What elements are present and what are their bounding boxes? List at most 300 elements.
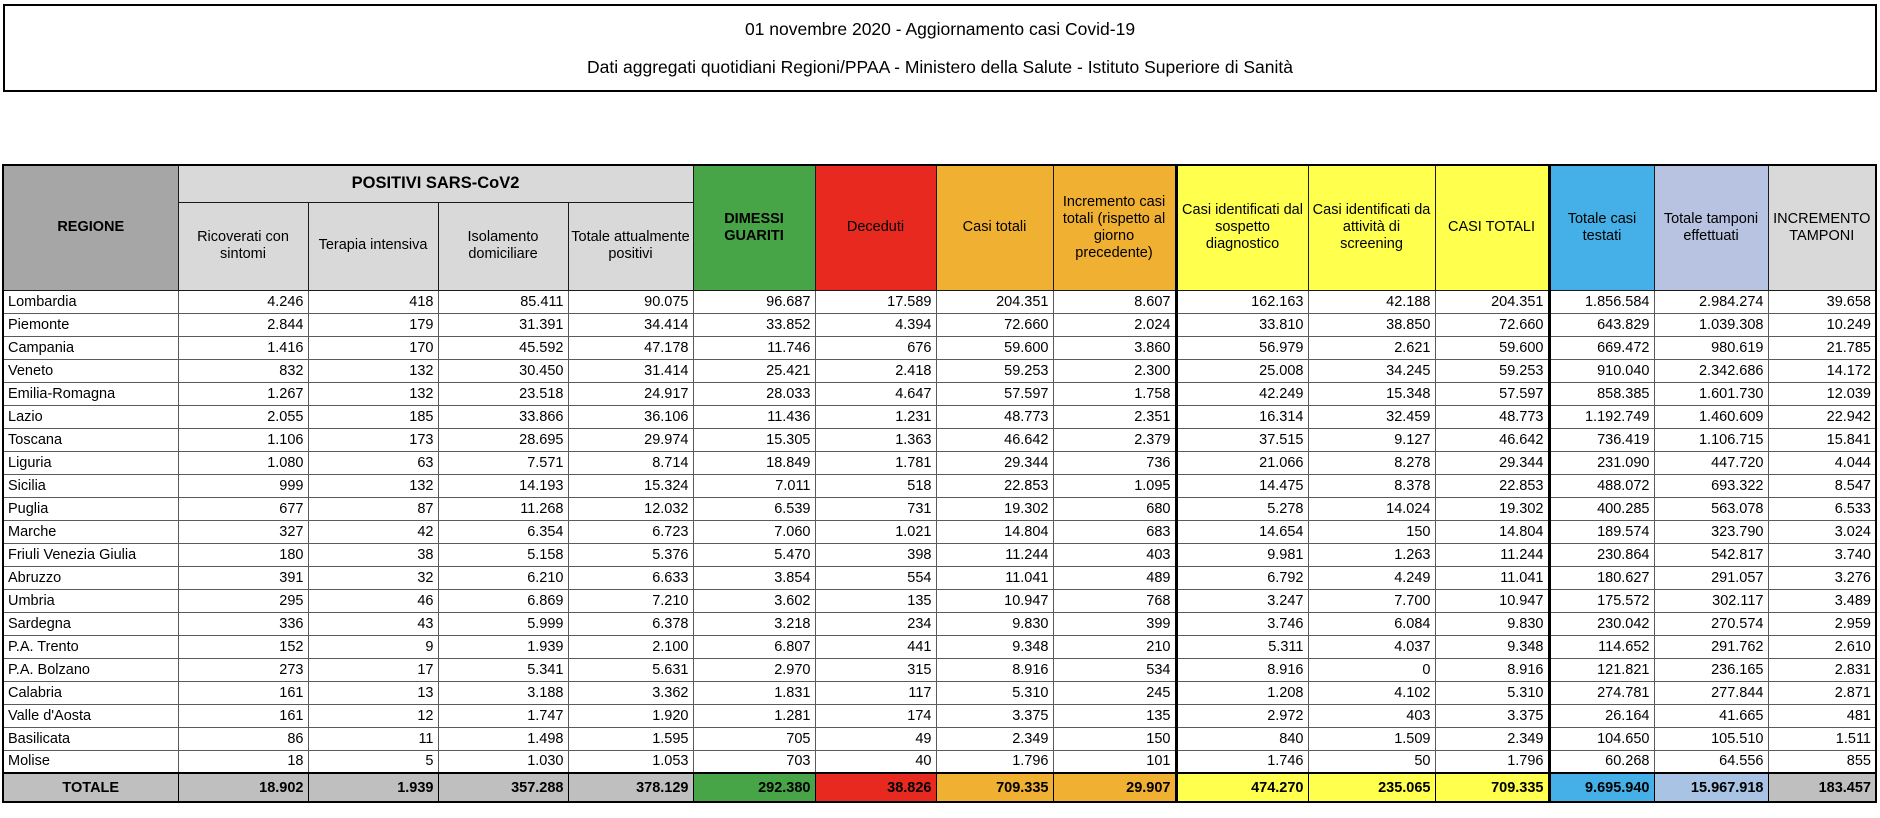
cell-terapia_intensiva: 173 [308, 428, 438, 451]
cell-dimessi_guariti: 5.470 [693, 543, 815, 566]
cell-casi_sospetto_diagnostico: 474.270 [1176, 773, 1308, 802]
cell-casi_sospetto_diagnostico: 5.278 [1176, 497, 1308, 520]
cell-totale_tamponi_effettuati: 270.574 [1654, 612, 1768, 635]
cell-isolamento_domiciliare: 1.498 [438, 727, 568, 750]
cell-casi_screening: 15.348 [1308, 382, 1435, 405]
cell-totale_attualmente_positivi: 6.378 [568, 612, 693, 635]
cell-deceduti: 40 [815, 750, 936, 773]
cell-casi_screening: 38.850 [1308, 313, 1435, 336]
cell-totale_casi_testati: 910.040 [1549, 359, 1654, 382]
cell-incremento_tamponi: 15.841 [1768, 428, 1876, 451]
col-header-isolamento: Isolamento domiciliare [438, 202, 568, 290]
table-row [3, 428, 1876, 451]
cell-incremento_casi_totali: 101 [1053, 750, 1176, 773]
cell-totale_attualmente_positivi: 1.053 [568, 750, 693, 773]
cell-incremento_tamponi: 6.533 [1768, 497, 1876, 520]
cell-dimessi_guariti: 703 [693, 750, 815, 773]
cell-incremento_casi_totali: 150 [1053, 727, 1176, 750]
cell-deceduti: 554 [815, 566, 936, 589]
cell-totale_tamponi_effettuati: 41.665 [1654, 704, 1768, 727]
cell-totale_tamponi_effettuati: 693.322 [1654, 474, 1768, 497]
cell-ricoverati_con_sintomi: 832 [178, 359, 308, 382]
cell-totale_casi_testati: 643.829 [1549, 313, 1654, 336]
cell-casi_totali: 59.253 [936, 359, 1053, 382]
cell-isolamento_domiciliare: 23.518 [438, 382, 568, 405]
cell-totale_tamponi_effettuati: 1.460.609 [1654, 405, 1768, 428]
cell-totale_tamponi_effettuati: 236.165 [1654, 658, 1768, 681]
cell-ricoverati_con_sintomi: 1.106 [178, 428, 308, 451]
cell-ricoverati_con_sintomi: 391 [178, 566, 308, 589]
cell-casi_screening: 4.037 [1308, 635, 1435, 658]
cell-casi_totali_2: 3.375 [1435, 704, 1549, 727]
cell-totale_tamponi_effettuati: 1.106.715 [1654, 428, 1768, 451]
cell-ricoverati_con_sintomi: 18.902 [178, 773, 308, 802]
cell-casi_sospetto_diagnostico: 2.972 [1176, 704, 1308, 727]
cell-casi_totali_2: 2.349 [1435, 727, 1549, 750]
cell-totale_attualmente_positivi: 6.633 [568, 566, 693, 589]
cell-casi_totali_2: 11.041 [1435, 566, 1549, 589]
cell-dimessi_guariti: 7.060 [693, 520, 815, 543]
table-row [3, 589, 1876, 612]
cell-totale_attualmente_positivi: 47.178 [568, 336, 693, 359]
cell-isolamento_domiciliare: 5.999 [438, 612, 568, 635]
cell-casi_screening: 4.102 [1308, 681, 1435, 704]
cell-deceduti: 1.231 [815, 405, 936, 428]
table-row [3, 658, 1876, 681]
cell-casi_totali_2: 72.660 [1435, 313, 1549, 336]
cell-casi_totali: 2.349 [936, 727, 1053, 750]
cell-casi_totali: 1.796 [936, 750, 1053, 773]
cell-casi_screening: 14.024 [1308, 497, 1435, 520]
cell-terapia_intensiva: 179 [308, 313, 438, 336]
cell-casi_screening: 50 [1308, 750, 1435, 773]
cell-casi_totali_2: 46.642 [1435, 428, 1549, 451]
cell-terapia_intensiva: 38 [308, 543, 438, 566]
cell-totale_tamponi_effettuati: 302.117 [1654, 589, 1768, 612]
cell-ricoverati_con_sintomi: 4.246 [178, 290, 308, 313]
col-header-incremento-tamponi: INCREMENTO TAMPONI [1768, 165, 1876, 290]
cell-incremento_tamponi: 14.172 [1768, 359, 1876, 382]
cell-totale_attualmente_positivi: 6.723 [568, 520, 693, 543]
table-row [3, 543, 1876, 566]
cell-casi_screening: 8.278 [1308, 451, 1435, 474]
cell-terapia_intensiva: 46 [308, 589, 438, 612]
cell-deceduti: 518 [815, 474, 936, 497]
cell-totale_casi_testati: 858.385 [1549, 382, 1654, 405]
cell-ricoverati_con_sintomi: 18 [178, 750, 308, 773]
cell-casi_sospetto_diagnostico: 8.916 [1176, 658, 1308, 681]
cell-totale_attualmente_positivi: 24.917 [568, 382, 693, 405]
cell-totale_casi_testati: 104.650 [1549, 727, 1654, 750]
table-row [3, 704, 1876, 727]
covid-table-wrapper [2, 164, 1880, 803]
cell-totale_tamponi_effettuati: 447.720 [1654, 451, 1768, 474]
cell-regione: Calabria [3, 681, 178, 704]
cell-isolamento_domiciliare: 28.695 [438, 428, 568, 451]
cell-terapia_intensiva: 5 [308, 750, 438, 773]
cell-deceduti: 2.418 [815, 359, 936, 382]
cell-casi_totali_2: 1.796 [1435, 750, 1549, 773]
cell-casi_sospetto_diagnostico: 25.008 [1176, 359, 1308, 382]
cell-casi_totali_2: 29.344 [1435, 451, 1549, 474]
cell-totale_casi_testati: 400.285 [1549, 497, 1654, 520]
cell-casi_totali: 5.310 [936, 681, 1053, 704]
cell-terapia_intensiva: 11 [308, 727, 438, 750]
cell-casi_sospetto_diagnostico: 5.311 [1176, 635, 1308, 658]
cell-dimessi_guariti: 11.746 [693, 336, 815, 359]
cell-regione: Emilia-Romagna [3, 382, 178, 405]
cell-casi_totali_2: 9.348 [1435, 635, 1549, 658]
cell-incremento_casi_totali: 1.095 [1053, 474, 1176, 497]
cell-incremento_casi_totali: 2.379 [1053, 428, 1176, 451]
cell-isolamento_domiciliare: 1.030 [438, 750, 568, 773]
cell-incremento_casi_totali: 2.024 [1053, 313, 1176, 336]
cell-terapia_intensiva: 42 [308, 520, 438, 543]
cell-incremento_tamponi: 39.658 [1768, 290, 1876, 313]
cell-isolamento_domiciliare: 85.411 [438, 290, 568, 313]
cell-ricoverati_con_sintomi: 161 [178, 704, 308, 727]
cell-isolamento_domiciliare: 31.391 [438, 313, 568, 336]
cell-casi_screening: 150 [1308, 520, 1435, 543]
cell-casi_totali_2: 8.916 [1435, 658, 1549, 681]
cell-dimessi_guariti: 3.602 [693, 589, 815, 612]
cell-incremento_casi_totali: 489 [1053, 566, 1176, 589]
covid-regions-table [2, 164, 1877, 803]
cell-ricoverati_con_sintomi: 2.055 [178, 405, 308, 428]
cell-totale_tamponi_effettuati: 291.057 [1654, 566, 1768, 589]
cell-deceduti: 441 [815, 635, 936, 658]
cell-ricoverati_con_sintomi: 295 [178, 589, 308, 612]
cell-deceduti: 4.394 [815, 313, 936, 336]
table-row [3, 681, 1876, 704]
cell-casi_sospetto_diagnostico: 162.163 [1176, 290, 1308, 313]
cell-incremento_casi_totali: 3.860 [1053, 336, 1176, 359]
cell-regione: Campania [3, 336, 178, 359]
cell-casi_totali: 11.041 [936, 566, 1053, 589]
cell-isolamento_domiciliare: 33.866 [438, 405, 568, 428]
cell-totale_attualmente_positivi: 36.106 [568, 405, 693, 428]
cell-regione: TOTALE [3, 773, 178, 802]
cell-ricoverati_con_sintomi: 327 [178, 520, 308, 543]
cell-dimessi_guariti: 11.436 [693, 405, 815, 428]
cell-totale_casi_testati: 121.821 [1549, 658, 1654, 681]
cell-regione: Lazio [3, 405, 178, 428]
cell-deceduti: 676 [815, 336, 936, 359]
cell-casi_totali: 3.375 [936, 704, 1053, 727]
cell-dimessi_guariti: 33.852 [693, 313, 815, 336]
cell-casi_totali_2: 14.804 [1435, 520, 1549, 543]
cell-totale_casi_testati: 189.574 [1549, 520, 1654, 543]
cell-totale_tamponi_effettuati: 323.790 [1654, 520, 1768, 543]
cell-totale_tamponi_effettuati: 2.342.686 [1654, 359, 1768, 382]
table-row [3, 290, 1876, 313]
cell-deceduti: 731 [815, 497, 936, 520]
cell-terapia_intensiva: 132 [308, 382, 438, 405]
cell-deceduti: 117 [815, 681, 936, 704]
cell-casi_sospetto_diagnostico: 3.247 [1176, 589, 1308, 612]
cell-totale_tamponi_effettuati: 277.844 [1654, 681, 1768, 704]
cell-incremento_casi_totali: 245 [1053, 681, 1176, 704]
cell-deceduti: 1.363 [815, 428, 936, 451]
cell-casi_sospetto_diagnostico: 21.066 [1176, 451, 1308, 474]
cell-incremento_tamponi: 183.457 [1768, 773, 1876, 802]
cell-casi_screening: 0 [1308, 658, 1435, 681]
cell-incremento_casi_totali: 8.607 [1053, 290, 1176, 313]
col-header-casi-sospetto: Casi identificati dal sospetto diagnostico [1176, 165, 1308, 290]
cell-casi_totali_2: 11.244 [1435, 543, 1549, 566]
cell-casi_totali: 72.660 [936, 313, 1053, 336]
cell-casi_sospetto_diagnostico: 3.746 [1176, 612, 1308, 635]
cell-incremento_casi_totali: 680 [1053, 497, 1176, 520]
cell-casi_totali: 29.344 [936, 451, 1053, 474]
cell-terapia_intensiva: 9 [308, 635, 438, 658]
cell-casi_screening: 4.249 [1308, 566, 1435, 589]
table-row [3, 497, 1876, 520]
cell-incremento_tamponi: 1.511 [1768, 727, 1876, 750]
cell-casi_totali: 10.947 [936, 589, 1053, 612]
table-row [3, 727, 1876, 750]
table-row [3, 382, 1876, 405]
cell-incremento_tamponi: 8.547 [1768, 474, 1876, 497]
cell-casi_screening: 403 [1308, 704, 1435, 727]
cell-regione: Liguria [3, 451, 178, 474]
cell-isolamento_domiciliare: 7.571 [438, 451, 568, 474]
cell-deceduti: 315 [815, 658, 936, 681]
cell-casi_sospetto_diagnostico: 14.654 [1176, 520, 1308, 543]
table-row [3, 313, 1876, 336]
cell-casi_sospetto_diagnostico: 33.810 [1176, 313, 1308, 336]
table-row [3, 566, 1876, 589]
cell-casi_screening: 6.084 [1308, 612, 1435, 635]
cell-totale_attualmente_positivi: 90.075 [568, 290, 693, 313]
cell-casi_screening: 9.127 [1308, 428, 1435, 451]
cell-terapia_intensiva: 32 [308, 566, 438, 589]
cell-casi_sospetto_diagnostico: 840 [1176, 727, 1308, 750]
cell-deceduti: 398 [815, 543, 936, 566]
cell-casi_screening: 2.621 [1308, 336, 1435, 359]
cell-totale_casi_testati: 230.042 [1549, 612, 1654, 635]
cell-terapia_intensiva: 87 [308, 497, 438, 520]
table-row [3, 612, 1876, 635]
cell-casi_totali_2: 22.853 [1435, 474, 1549, 497]
cell-totale_attualmente_positivi: 12.032 [568, 497, 693, 520]
report-title-box [3, 4, 1877, 92]
cell-totale_tamponi_effettuati: 64.556 [1654, 750, 1768, 773]
cell-totale_attualmente_positivi: 7.210 [568, 589, 693, 612]
cell-totale_attualmente_positivi: 5.631 [568, 658, 693, 681]
cell-casi_sospetto_diagnostico: 9.981 [1176, 543, 1308, 566]
cell-totale_casi_testati: 488.072 [1549, 474, 1654, 497]
col-header-ricoverati: Ricoverati con sintomi [178, 202, 308, 290]
cell-incremento_casi_totali: 2.300 [1053, 359, 1176, 382]
cell-totale_tamponi_effettuati: 2.984.274 [1654, 290, 1768, 313]
cell-incremento_tamponi: 4.044 [1768, 451, 1876, 474]
cell-terapia_intensiva: 13 [308, 681, 438, 704]
col-header-terapia-intensiva: Terapia intensiva [308, 202, 438, 290]
cell-incremento_tamponi: 2.610 [1768, 635, 1876, 658]
cell-deceduti: 49 [815, 727, 936, 750]
cell-casi_totali: 709.335 [936, 773, 1053, 802]
cell-incremento_tamponi: 3.024 [1768, 520, 1876, 543]
cell-casi_screening: 1.509 [1308, 727, 1435, 750]
cell-totale_casi_testati: 114.652 [1549, 635, 1654, 658]
table-row [3, 359, 1876, 382]
cell-casi_totali: 11.244 [936, 543, 1053, 566]
cell-casi_totali_2: 48.773 [1435, 405, 1549, 428]
report-title-line2: Dati aggregati quotidiani Regioni/PPAA - Ministero della Salute - Istituto Superiore di Sanità [587, 56, 1293, 77]
cell-casi_sospetto_diagnostico: 1.746 [1176, 750, 1308, 773]
table-body [3, 290, 1876, 773]
cell-incremento_casi_totali: 29.907 [1053, 773, 1176, 802]
cell-casi_totali: 14.804 [936, 520, 1053, 543]
table-row [3, 520, 1876, 543]
cell-deceduti: 1.781 [815, 451, 936, 474]
cell-totale_attualmente_positivi: 5.376 [568, 543, 693, 566]
cell-dimessi_guariti: 15.305 [693, 428, 815, 451]
cell-regione: Sicilia [3, 474, 178, 497]
cell-casi_sospetto_diagnostico: 37.515 [1176, 428, 1308, 451]
table-row [3, 474, 1876, 497]
cell-terapia_intensiva: 132 [308, 474, 438, 497]
cell-isolamento_domiciliare: 6.210 [438, 566, 568, 589]
total-row [3, 773, 1876, 802]
cell-ricoverati_con_sintomi: 1.267 [178, 382, 308, 405]
col-header-deceduti: Deceduti [815, 165, 936, 290]
cell-deceduti: 234 [815, 612, 936, 635]
cell-dimessi_guariti: 1.281 [693, 704, 815, 727]
cell-totale_casi_testati: 60.268 [1549, 750, 1654, 773]
cell-regione: P.A. Trento [3, 635, 178, 658]
cell-casi_totali: 9.348 [936, 635, 1053, 658]
col-header-totale-positivi: Totale attualmente positivi [568, 202, 693, 290]
cell-casi_totali_2: 9.830 [1435, 612, 1549, 635]
cell-terapia_intensiva: 63 [308, 451, 438, 474]
cell-dimessi_guariti: 96.687 [693, 290, 815, 313]
cell-incremento_tamponi: 3.489 [1768, 589, 1876, 612]
cell-totale_tamponi_effettuati: 980.619 [1654, 336, 1768, 359]
cell-casi_screening: 34.245 [1308, 359, 1435, 382]
cell-dimessi_guariti: 6.539 [693, 497, 815, 520]
cell-regione: Basilicata [3, 727, 178, 750]
cell-casi_screening: 1.263 [1308, 543, 1435, 566]
cell-deceduti: 1.021 [815, 520, 936, 543]
cell-terapia_intensiva: 418 [308, 290, 438, 313]
cell-dimessi_guariti: 292.380 [693, 773, 815, 802]
cell-isolamento_domiciliare: 5.341 [438, 658, 568, 681]
cell-isolamento_domiciliare: 5.158 [438, 543, 568, 566]
col-header-casi-totali-2: CASI TOTALI [1435, 165, 1549, 290]
col-header-casi-totali: Casi totali [936, 165, 1053, 290]
cell-isolamento_domiciliare: 1.747 [438, 704, 568, 727]
cell-incremento_tamponi: 21.785 [1768, 336, 1876, 359]
cell-ricoverati_con_sintomi: 2.844 [178, 313, 308, 336]
cell-dimessi_guariti: 705 [693, 727, 815, 750]
cell-casi_totali: 22.853 [936, 474, 1053, 497]
cell-casi_screening: 42.188 [1308, 290, 1435, 313]
cell-terapia_intensiva: 185 [308, 405, 438, 428]
cell-totale_tamponi_effettuati: 1.601.730 [1654, 382, 1768, 405]
cell-incremento_tamponi: 2.959 [1768, 612, 1876, 635]
cell-casi_screening: 8.378 [1308, 474, 1435, 497]
cell-casi_totali_2: 19.302 [1435, 497, 1549, 520]
cell-ricoverati_con_sintomi: 161 [178, 681, 308, 704]
cell-regione: Toscana [3, 428, 178, 451]
cell-incremento_casi_totali: 399 [1053, 612, 1176, 635]
cell-regione: Friuli Venezia Giulia [3, 543, 178, 566]
cell-totale_casi_testati: 9.695.940 [1549, 773, 1654, 802]
cell-casi_screening: 235.065 [1308, 773, 1435, 802]
cell-totale_casi_testati: 669.472 [1549, 336, 1654, 359]
cell-incremento_tamponi: 3.276 [1768, 566, 1876, 589]
cell-isolamento_domiciliare: 30.450 [438, 359, 568, 382]
cell-incremento_casi_totali: 736 [1053, 451, 1176, 474]
cell-ricoverati_con_sintomi: 86 [178, 727, 308, 750]
cell-ricoverati_con_sintomi: 999 [178, 474, 308, 497]
cell-dimessi_guariti: 28.033 [693, 382, 815, 405]
cell-totale_tamponi_effettuati: 563.078 [1654, 497, 1768, 520]
cell-totale_attualmente_positivi: 1.920 [568, 704, 693, 727]
cell-terapia_intensiva: 1.939 [308, 773, 438, 802]
cell-totale_attualmente_positivi: 2.100 [568, 635, 693, 658]
cell-totale_attualmente_positivi: 15.324 [568, 474, 693, 497]
cell-casi_totali: 9.830 [936, 612, 1053, 635]
cell-ricoverati_con_sintomi: 180 [178, 543, 308, 566]
cell-isolamento_domiciliare: 6.354 [438, 520, 568, 543]
cell-dimessi_guariti: 6.807 [693, 635, 815, 658]
cell-totale_casi_testati: 736.419 [1549, 428, 1654, 451]
cell-deceduti: 38.826 [815, 773, 936, 802]
cell-dimessi_guariti: 2.970 [693, 658, 815, 681]
cell-incremento_casi_totali: 1.758 [1053, 382, 1176, 405]
cell-incremento_casi_totali: 210 [1053, 635, 1176, 658]
cell-terapia_intensiva: 17 [308, 658, 438, 681]
cell-casi_totali: 204.351 [936, 290, 1053, 313]
cell-totale_tamponi_effettuati: 105.510 [1654, 727, 1768, 750]
cell-regione: Lombardia [3, 290, 178, 313]
cell-incremento_casi_totali: 135 [1053, 704, 1176, 727]
table-row [3, 336, 1876, 359]
cell-totale_casi_testati: 175.572 [1549, 589, 1654, 612]
col-header-incremento-casi: Incremento casi totali (rispetto al giorno precedente) [1053, 165, 1176, 290]
cell-incremento_tamponi: 10.249 [1768, 313, 1876, 336]
cell-deceduti: 174 [815, 704, 936, 727]
col-header-casi-screening: Casi identificati da attività di screening [1308, 165, 1435, 290]
cell-totale_casi_testati: 26.164 [1549, 704, 1654, 727]
cell-regione: Piemonte [3, 313, 178, 336]
cell-incremento_tamponi: 2.871 [1768, 681, 1876, 704]
cell-deceduti: 135 [815, 589, 936, 612]
cell-terapia_intensiva: 170 [308, 336, 438, 359]
cell-isolamento_domiciliare: 14.193 [438, 474, 568, 497]
col-header-regione: REGIONE [3, 165, 178, 290]
col-header-totale-casi-testati: Totale casi testati [1549, 165, 1654, 290]
cell-incremento_casi_totali: 2.351 [1053, 405, 1176, 428]
cell-incremento_tamponi: 12.039 [1768, 382, 1876, 405]
cell-dimessi_guariti: 1.831 [693, 681, 815, 704]
cell-isolamento_domiciliare: 3.188 [438, 681, 568, 704]
cell-regione: P.A. Bolzano [3, 658, 178, 681]
cell-terapia_intensiva: 132 [308, 359, 438, 382]
cell-incremento_tamponi: 2.831 [1768, 658, 1876, 681]
cell-casi_sospetto_diagnostico: 1.208 [1176, 681, 1308, 704]
cell-ricoverati_con_sintomi: 677 [178, 497, 308, 520]
cell-totale_tamponi_effettuati: 15.967.918 [1654, 773, 1768, 802]
cell-ricoverati_con_sintomi: 152 [178, 635, 308, 658]
cell-casi_totali: 48.773 [936, 405, 1053, 428]
cell-incremento_casi_totali: 403 [1053, 543, 1176, 566]
cell-regione: Abruzzo [3, 566, 178, 589]
cell-dimessi_guariti: 3.218 [693, 612, 815, 635]
